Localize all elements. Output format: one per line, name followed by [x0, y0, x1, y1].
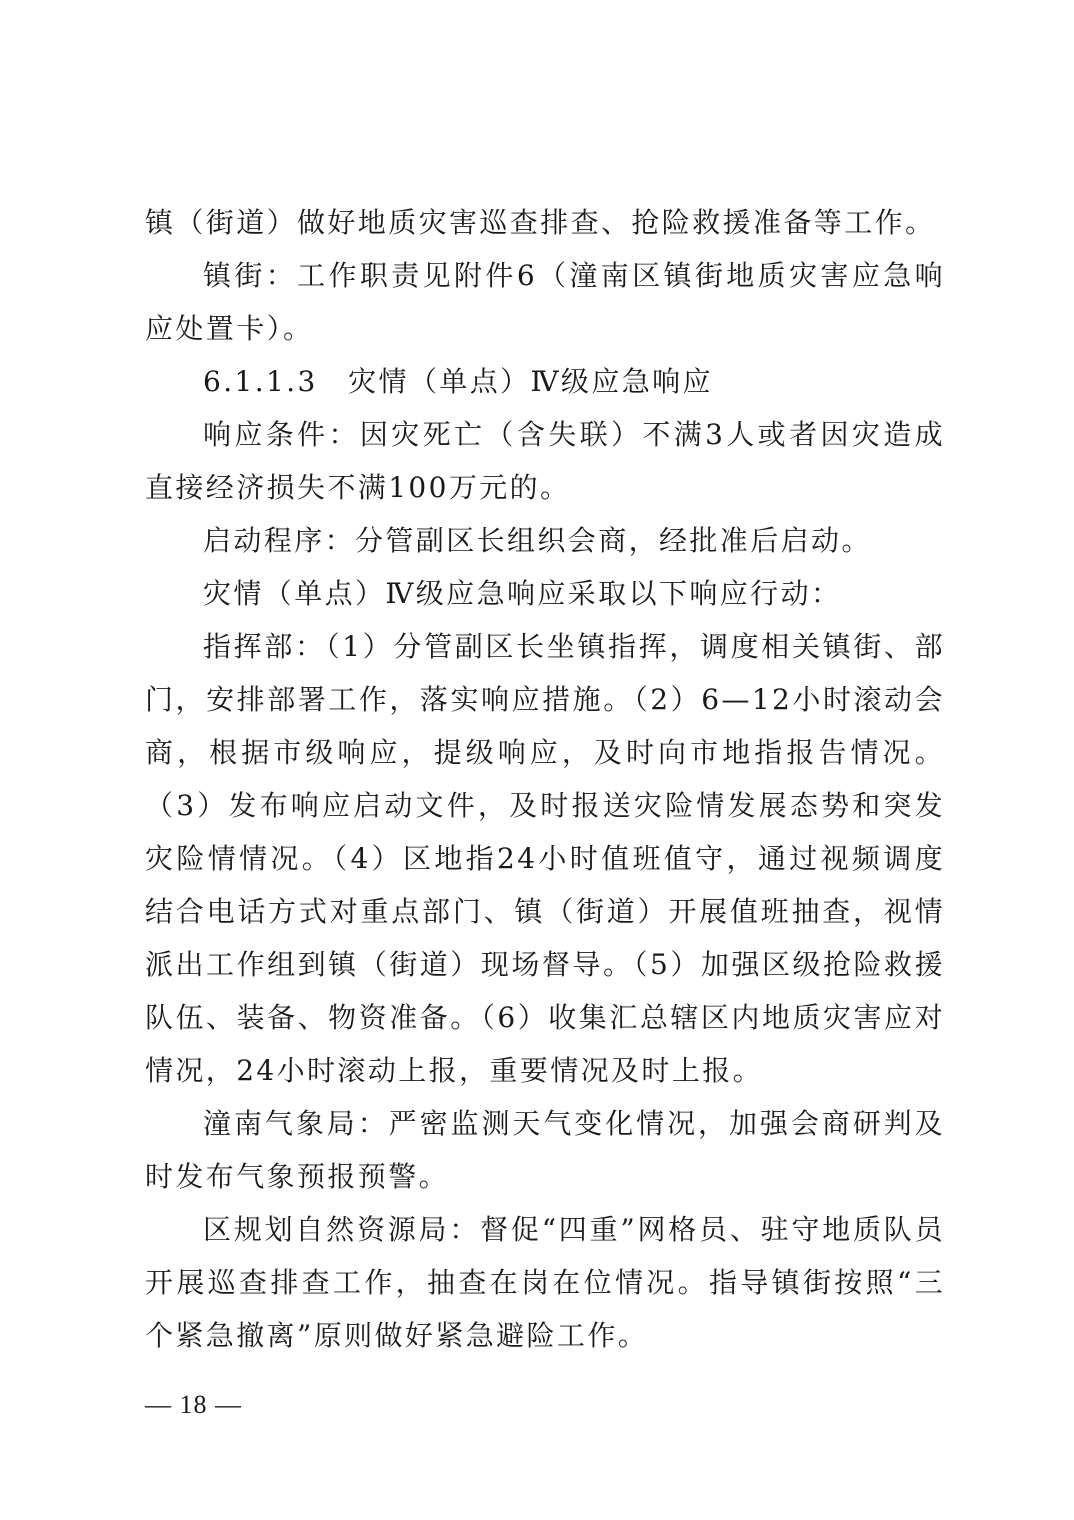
section-heading: 6.1.1.3 灾情（单点）Ⅳ级应急响应 [203, 365, 713, 398]
paragraph: 镇街：工作职责见附件6（潼南区镇街地质灾害应急响应处置卡）。 [145, 259, 945, 345]
paragraph: 区规划自然资源局：督促“四重”网格员、驻守地质队员开展巡查排查工作，抽查在岗在位情况。指导镇街按照“三个紧急撤离”原则做好紧急避险工作。 [145, 1213, 945, 1352]
paragraph: 指挥部：（1）分管副区长坐镇指挥，调度相关镇街、部门，安排部署工作，落实响应措施。（2）6—12小时滚动会商，根据市级响应，提级响应，及时向市地指报告情况。（3）发布响应启动文件，及时报送灾险情发展态势和突发灾险情情况。（4）区地指24小时值班值守，通过视频调度结合电话方式对重点部门、镇（街道）开展值班抽查，视情派出工作组到镇（街道）现场督导。（5）加强区级抢险救援队伍、装备、物资准备。（6）收集汇总辖区内地质灾害应对情况，24小时滚动上报，重要情况及时上报。 [145, 630, 945, 1087]
document-body [145, 196, 945, 1362]
paragraph: 响应条件：因灾死亡（含失联）不满3人或者因灾造成直接经济损失不满100万元的。 [145, 418, 945, 504]
page-number: — 18 — [145, 1390, 242, 1419]
paragraph: 潼南气象局：严密监测天气变化情况，加强会商研判及时发布气象预报预警。 [145, 1107, 945, 1193]
paragraph: 灾情（单点）Ⅳ级应急响应采取以下响应行动： [203, 577, 842, 610]
paragraph: 镇（街道）做好地质灾害巡查排查、抢险救援准备等工作。 [145, 206, 936, 239]
paragraph: 启动程序：分管副区长组织会商，经批准后启动。 [203, 524, 872, 557]
